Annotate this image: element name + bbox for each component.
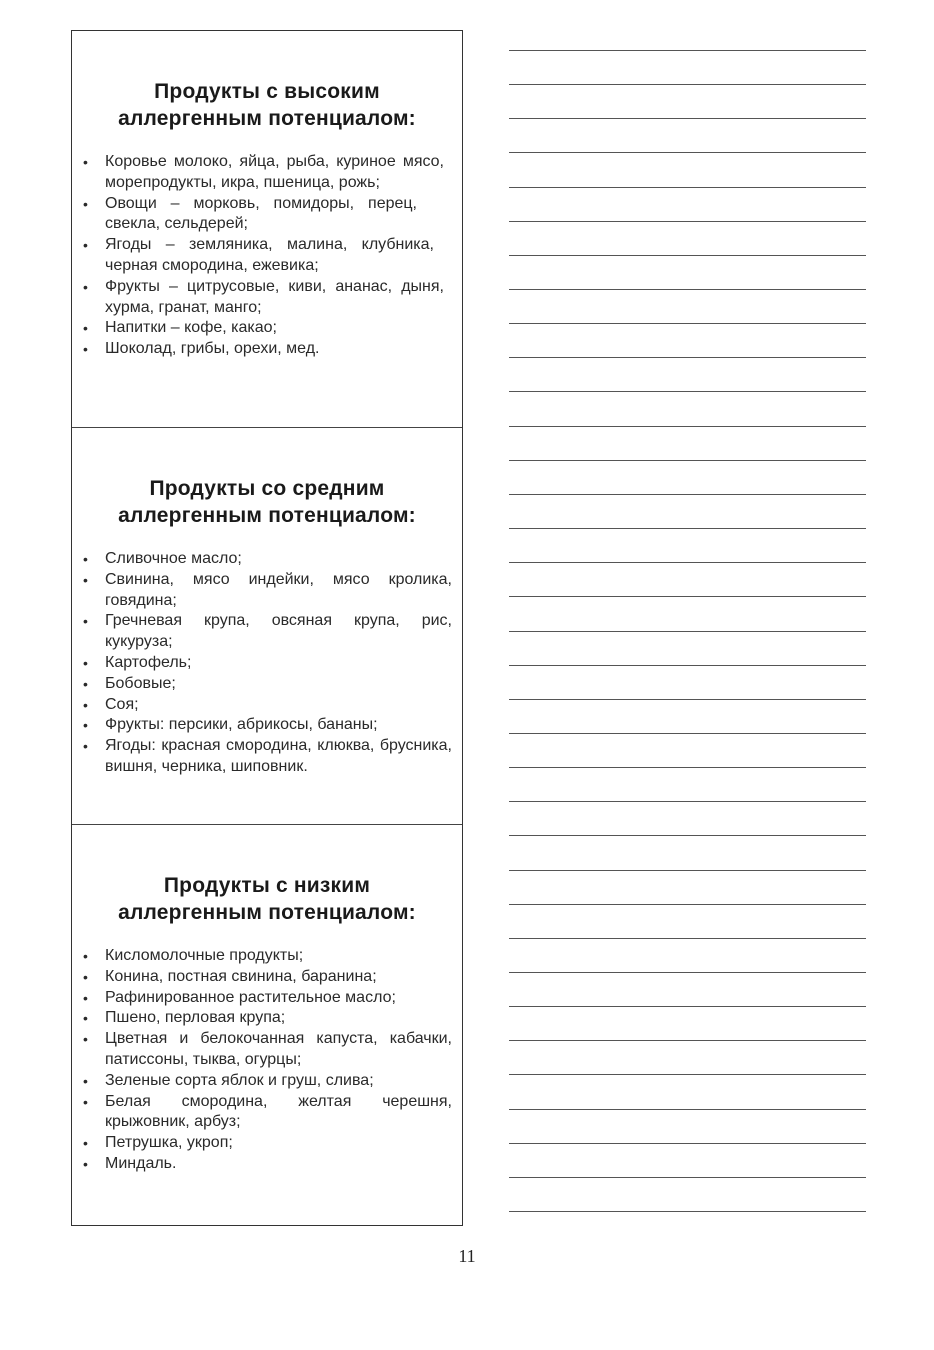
list-item: • Белая смородина, желтая черешня, крыжовник, арбуз; bbox=[83, 1092, 452, 1131]
high-allergen-list bbox=[72, 152, 462, 360]
writing-line bbox=[509, 972, 866, 973]
writing-line bbox=[509, 187, 866, 188]
writing-line bbox=[509, 801, 866, 802]
writing-line bbox=[509, 494, 866, 495]
list-item: • Бобовые; bbox=[83, 674, 176, 692]
title-line: Продукты со средним bbox=[149, 477, 385, 500]
writing-line bbox=[509, 152, 866, 153]
low-allergen-title bbox=[72, 872, 462, 926]
writing-line bbox=[509, 767, 866, 768]
writing-line bbox=[509, 357, 866, 358]
list-item: • Зеленые сорта яблок и груш, слива; bbox=[83, 1071, 374, 1089]
list-item: • Петрушка, укроп; bbox=[83, 1134, 233, 1152]
writing-line bbox=[509, 528, 866, 529]
list-item: • Цветная и белокочанная капуста, кабачки, патиссоны, тыква, огурцы; bbox=[83, 1030, 452, 1068]
high-allergen-title bbox=[72, 78, 462, 132]
writing-line bbox=[509, 699, 866, 700]
list-item: • Гречневая крупа, овсяная крупа, рис, кукуруза; bbox=[83, 612, 452, 651]
high-allergen-box bbox=[72, 31, 462, 427]
title-line: аллергенным потенциалом: bbox=[118, 504, 416, 527]
medium-allergen-list bbox=[72, 549, 462, 778]
list-item: • Фрукты: персики, абрикосы, бананы; bbox=[83, 716, 378, 734]
list-item: • Картофель; bbox=[83, 653, 192, 671]
writing-lines bbox=[509, 0, 866, 1230]
low-allergen-list bbox=[72, 946, 462, 1175]
writing-line bbox=[509, 426, 866, 427]
writing-line bbox=[509, 221, 866, 222]
list-item: • Сливочное масло; bbox=[83, 550, 242, 567]
list-item: • Миндаль. bbox=[83, 1154, 177, 1172]
title-line: Продукты с высоким bbox=[154, 80, 380, 103]
writing-line bbox=[509, 1143, 866, 1144]
list-item: • Фрукты – цитрусовые, киви, ананас, дыня, хурма, гранат, манго; bbox=[83, 277, 444, 316]
allergen-tables bbox=[71, 30, 463, 1226]
list-item: • Ягоды – земляника, малина, клубника, черная смородина, ежевика; bbox=[83, 236, 434, 274]
writing-line bbox=[509, 460, 866, 461]
list-item: • Рафинированное растительное масло; bbox=[83, 988, 396, 1006]
writing-line bbox=[509, 289, 866, 290]
list-item: • Шоколад, грибы, орехи, мед. bbox=[83, 340, 320, 358]
writing-line bbox=[509, 665, 866, 666]
writing-line bbox=[509, 596, 866, 597]
writing-line bbox=[509, 733, 866, 734]
writing-line bbox=[509, 118, 866, 119]
list-item: • Овощи – морковь, помидоры, перец, свекла, сельдерей; bbox=[83, 194, 417, 233]
writing-line bbox=[509, 1211, 866, 1212]
writing-line bbox=[509, 835, 866, 836]
writing-line bbox=[509, 1177, 866, 1178]
title-line: аллергенным потенциалом: bbox=[118, 107, 416, 130]
title-line: аллергенным потенциалом: bbox=[118, 901, 416, 924]
medium-allergen-box bbox=[72, 427, 462, 824]
writing-line bbox=[509, 1109, 866, 1110]
list-item: • Пшено, перловая крупа; bbox=[83, 1009, 286, 1027]
title-line: Продукты с низким bbox=[163, 874, 371, 897]
list-item: • Коровье молоко, яйца, рыба, куриное мясо, морепродукты, икра, пшеница, рожь; bbox=[83, 153, 444, 191]
writing-line bbox=[509, 84, 866, 85]
writing-line bbox=[509, 631, 866, 632]
list-item: • Соя; bbox=[83, 695, 139, 713]
writing-line bbox=[509, 323, 866, 324]
writing-line bbox=[509, 562, 866, 563]
page-number: 11 bbox=[458, 1246, 476, 1266]
list-item: • Свинина, мясо индейки, мясо кролика, говядина; bbox=[83, 570, 452, 609]
writing-line bbox=[509, 1040, 866, 1041]
list-item: • Напитки – кофе, какао; bbox=[83, 319, 277, 337]
writing-line bbox=[509, 870, 866, 871]
low-allergen-box bbox=[72, 824, 462, 1225]
writing-line bbox=[509, 50, 866, 51]
list-item: • Ягоды: красная смородина, клюква, брусника, вишня, черника, шиповник. bbox=[83, 737, 452, 775]
writing-line bbox=[509, 938, 866, 939]
writing-line bbox=[509, 1006, 866, 1007]
writing-line bbox=[509, 391, 866, 392]
medium-allergen-title bbox=[72, 475, 462, 529]
list-item: • Кисломолочные продукты; bbox=[83, 947, 304, 964]
writing-line bbox=[509, 255, 866, 256]
list-item: • Конина, постная свинина, баранина; bbox=[83, 967, 377, 985]
writing-line bbox=[509, 904, 866, 905]
writing-line bbox=[509, 1074, 866, 1075]
